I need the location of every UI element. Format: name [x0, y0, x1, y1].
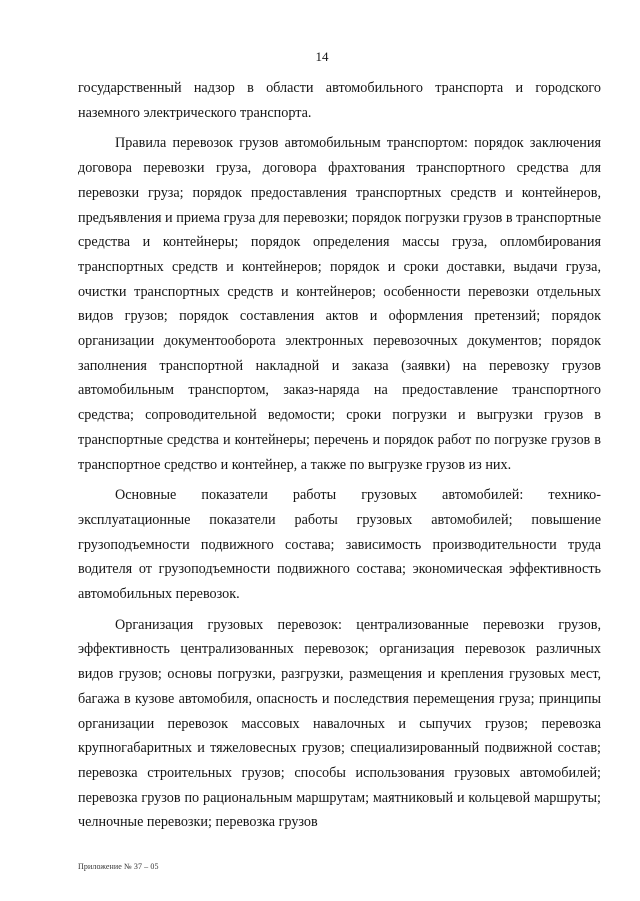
- paragraph-cargo-rules: Правила перевозок грузов автомобильным транспортом: порядок заключения договора перевозки груза, договора фрахтования транспортного средства для перевозки груза; порядок предоставления транспортных средств и контейнеров, предъявления и приема груза для перевозки; порядок погрузки грузов в транспортные средства и контейнеры; порядок определения массы груза, опломбирования транспортных средств и контейнеров; порядок и сроки доставки, выдачи груза, очистки транспортных средств и контейнеров; особенности перевозки отдельных видов грузов; порядок составления актов и оформления претензий; порядок организации документооборота электронных перевозочных документов; порядок заполнения транспортной накладной и заказа (заявки) на перевозку грузов автомобильным транспортом, заказ-наряда на предоставление транспортного средства; сопроводительной ведомости; сроки погрузки и выгрузки грузов в транспортные средства и контейнеры; перечень и порядок работ по погрузке грузов в транспортное средство и контейнер, а также по выгрузке грузов из них.: [78, 135, 601, 473]
- paragraph-truck-indicators: Основные показатели работы грузовых автомобилей: технико-эксплуатационные показатели работы грузовых автомобилей; повышение грузоподъемности подвижного состава; зависимость производительности труда водителя от грузоподъемности подвижного состава; экономическая эффективность автомобильных перевозок.: [78, 487, 601, 603]
- paragraph-continuation: государственный надзор в области автомобильного транспорта и городского наземного электрического транспорта.: [78, 80, 601, 121]
- body-text: [78, 76, 601, 835]
- footer-appendix-label: Приложение № 37 – 05: [78, 862, 159, 871]
- page-number: 14: [315, 49, 329, 64]
- paragraph-cargo-organization: Организация грузовых перевозок: централизованные перевозки грузов, эффективность централизованных перевозок; организация перевозок различных видов грузов; основы погрузки, разгрузки, размещения и крепления грузовых мест, багажа в кузове автомобиля, опасность и последствия перемещения груза; принципы организации перевозок массовых навалочных и сыпучих грузов; перевозка крупногабаритных и тяжеловесных грузов; специализированный подвижной состав; перевозка строительных грузов; способы использования грузовых автомобилей; перевозка грузов по рациональным маршрутам; маятниковый и кольцевой маршруты; челночные перевозки; перевозка грузов: [78, 616, 601, 831]
